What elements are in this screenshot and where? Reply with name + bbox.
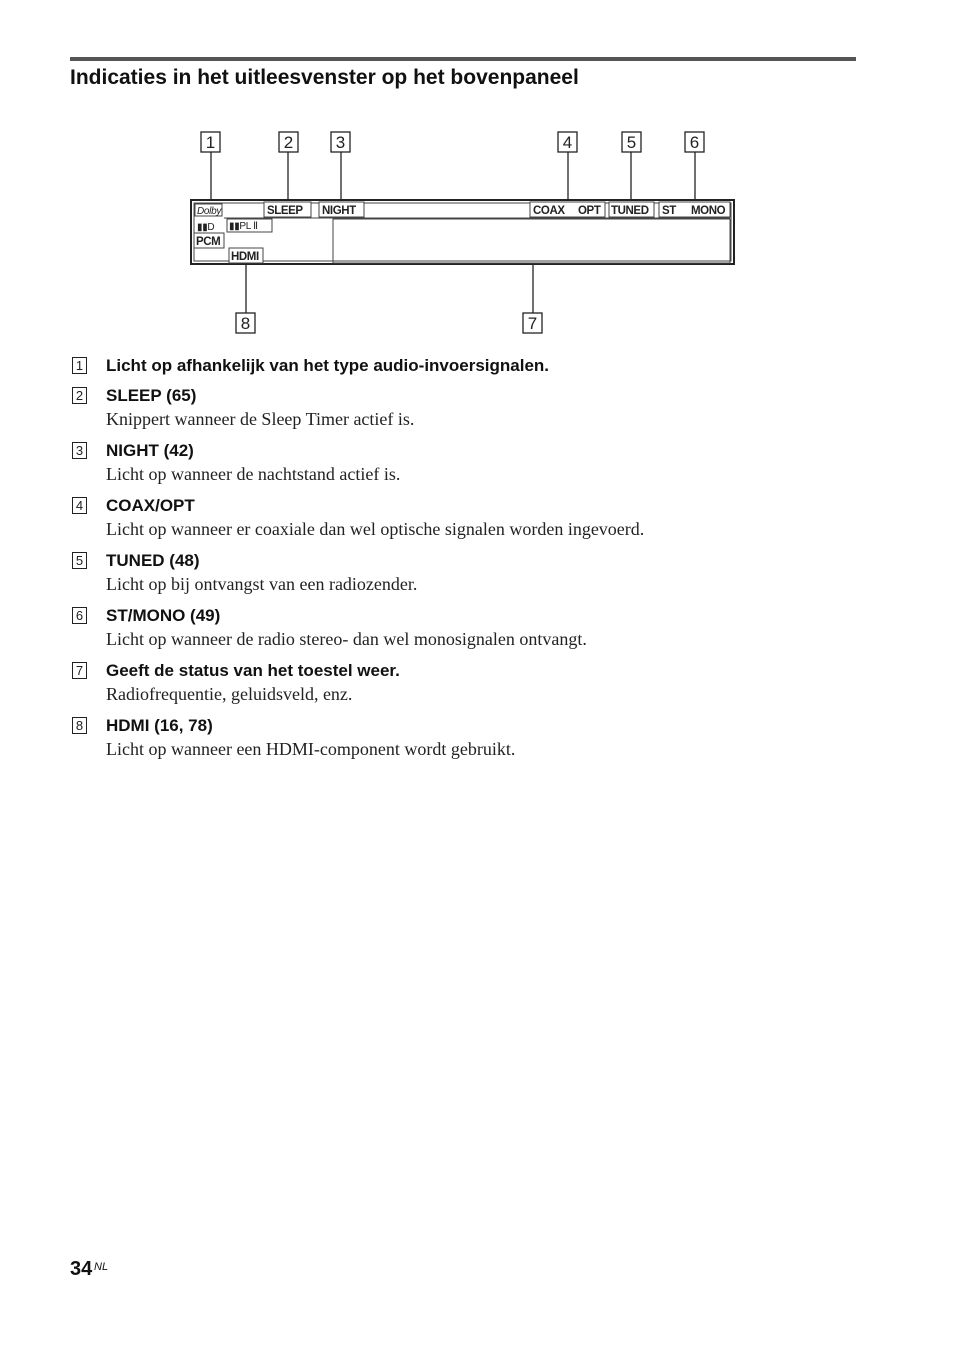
item-number-badge: 8 bbox=[72, 717, 87, 734]
dolby-logo-text: Dolby bbox=[197, 206, 222, 217]
page-number: 34 bbox=[70, 1258, 93, 1280]
indicator-sleep bbox=[264, 202, 311, 217]
indicator-pcm bbox=[194, 233, 224, 248]
description-item-8 bbox=[72, 715, 832, 762]
indicator-st-label: ST bbox=[662, 205, 676, 217]
indicator-coax-label: COAX bbox=[533, 205, 565, 217]
item-heading: SLEEP (65) bbox=[106, 386, 197, 405]
display-diagram bbox=[0, 0, 954, 345]
section-title: Indicaties in het uitleesvenster op het bovenpaneel bbox=[70, 66, 579, 89]
dolby-logo-icon bbox=[195, 204, 222, 217]
indicator-mono-label: MONO bbox=[691, 205, 726, 217]
indicator-dpl2-label: ▮▮PL Ⅱ bbox=[229, 221, 258, 232]
indicator-pcm-label: PCM bbox=[196, 236, 221, 248]
callout-2 bbox=[279, 132, 298, 152]
item-text: Radiofrequentie, geluidsveld, enz. bbox=[106, 684, 353, 704]
indicator-st-mono bbox=[659, 202, 730, 217]
indicator-sleep-label: SLEEP bbox=[267, 205, 303, 217]
item-heading: HDMI (16, 78) bbox=[106, 716, 213, 735]
indicator-hdmi-label: HDMI bbox=[231, 251, 259, 263]
item-number-badge: 2 bbox=[72, 387, 87, 404]
callout-8-label: 8 bbox=[240, 314, 251, 333]
item-heading: Licht op afhankelijk van het type audio-invoersignalen. bbox=[106, 356, 550, 375]
callout-3-label: 3 bbox=[335, 133, 346, 152]
description-item-2 bbox=[72, 385, 832, 432]
callout-5-label: 5 bbox=[626, 133, 637, 152]
callout-1 bbox=[201, 132, 220, 152]
item-heading: NIGHT (42) bbox=[106, 441, 194, 460]
item-text: Licht op wanneer de nachtstand actief is. bbox=[106, 464, 401, 484]
item-number-badge: 5 bbox=[72, 552, 87, 569]
description-item-1 bbox=[72, 355, 832, 377]
item-heading: COAX/OPT bbox=[106, 496, 195, 515]
item-text: Knippert wanneer de Sleep Timer actief is. bbox=[106, 409, 415, 429]
callout-7 bbox=[523, 313, 542, 333]
item-number-badge: 7 bbox=[72, 662, 87, 679]
indicator-dd-label: ▮▮D bbox=[197, 222, 215, 233]
item-heading: ST/MONO (49) bbox=[106, 606, 221, 625]
description-item-6 bbox=[72, 605, 832, 652]
indicator-tuned-label: TUNED bbox=[611, 205, 649, 217]
callout-5 bbox=[622, 132, 641, 152]
description-item-7 bbox=[72, 660, 832, 707]
item-heading: TUNED (48) bbox=[106, 551, 200, 570]
callout-2-label: 2 bbox=[283, 133, 294, 152]
description-item-3 bbox=[72, 440, 832, 487]
callout-6 bbox=[685, 132, 704, 152]
callout-4-label: 4 bbox=[562, 133, 573, 152]
description-item-4 bbox=[72, 495, 832, 542]
indicator-night-label: NIGHT bbox=[322, 205, 356, 217]
item-number-badge: 6 bbox=[72, 607, 87, 624]
item-number-badge: 1 bbox=[72, 357, 87, 374]
item-text: Licht op bij ontvangst van een radiozender. bbox=[106, 574, 418, 594]
item-heading: Geeft de status van het toestel weer. bbox=[106, 661, 400, 680]
callout-7-label: 7 bbox=[527, 314, 538, 333]
callout-8 bbox=[236, 313, 255, 333]
callout-3 bbox=[331, 132, 350, 152]
description-item-5 bbox=[72, 550, 832, 597]
display-panel bbox=[191, 200, 734, 264]
page-language-suffix: NL bbox=[94, 1261, 109, 1273]
indicator-tuned bbox=[609, 202, 654, 217]
indicator-night bbox=[319, 202, 364, 217]
callout-1-label: 1 bbox=[205, 133, 216, 152]
callout-4 bbox=[558, 132, 577, 152]
item-number-badge: 4 bbox=[72, 497, 87, 514]
item-text: Licht op wanneer een HDMI-component wordt gebruikt. bbox=[106, 739, 516, 759]
indicator-dpl2 bbox=[227, 219, 272, 232]
description-list bbox=[72, 355, 832, 770]
item-text: Licht op wanneer er coaxiale dan wel optische signalen worden ingevoerd. bbox=[106, 519, 645, 539]
item-number-badge: 3 bbox=[72, 442, 87, 459]
indicator-hdmi bbox=[229, 248, 263, 263]
callout-6-label: 6 bbox=[689, 133, 700, 152]
indicator-opt-label: OPT bbox=[578, 205, 601, 217]
indicator-coax-opt bbox=[530, 202, 605, 217]
item-text: Licht op wanneer de radio stereo- dan wel monosignalen ontvangt. bbox=[106, 629, 587, 649]
